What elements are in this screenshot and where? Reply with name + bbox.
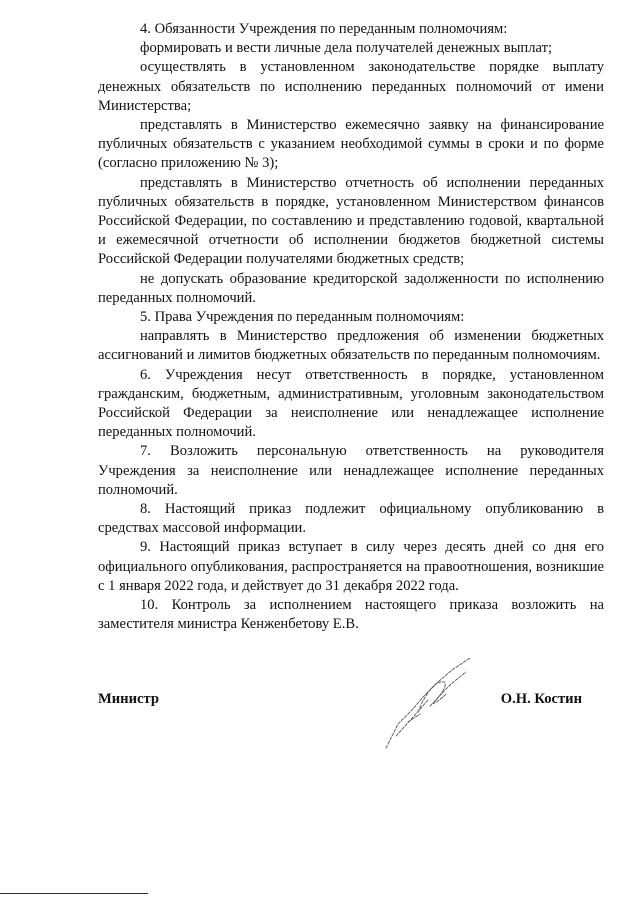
paragraph-item-7: 7. Возложить персональную ответственность на руководителя Учреждения за неисполнение или ненадлежащее исполнение переданных полномочий.	[98, 443, 604, 498]
paragraph-duty-1: формировать и вести личные дела получателей денежных выплат;	[140, 40, 553, 57]
paragraph-duty-5: не допускать образование кредиторской задолженности по исполнению переданных полномочий.	[98, 270, 604, 306]
paragraph-item-8: 8. Настоящий приказ подлежит официальному опубликованию в средствах массовой информации.	[98, 501, 604, 537]
footer-divider	[0, 893, 148, 894]
paragraph-duty-4: представлять в Министерство отчетность об исполнении переданных публичных обязательств в порядке, установленном Министерством финансов Российской Федерации, по составлению и представлению годовой, квартальной и ежемесячной отчетности об исполнении бюджетов бюджетной системы Российской Федерации получателями бюджетных средств;	[98, 174, 604, 268]
paragraph-right-1: направлять в Министерство предложения об изменении бюджетных ассигнований и лимитов бюджетных обязательств по переданным полномочиям.	[98, 328, 604, 364]
paragraph-item-10: 10. Контроль за исполнением настоящего приказа возложить на заместителя министра Кенженбетову Е.В.	[98, 597, 604, 633]
position-title: Министр	[98, 691, 159, 707]
paragraph-item-6: 6. Учреждения несут ответственность в порядке, установленном гражданским, бюджетным, административным, уголовным законодательством Российской Федерации за неисполнение или ненадлежащее исполнение переданных полномочий.	[98, 366, 604, 441]
paragraph-duty-2: осуществлять в установленном законодательстве порядке выплату денежных обязательств по исполнению переданных полномочий от имени Министерства;	[98, 59, 604, 114]
paragraph-duty-3: представлять в Министерство ежемесячно заявку на финансирование публичных обязательств с указанием необходимой суммы в сроки и по форме (согласно приложению № 3);	[98, 117, 604, 172]
document-body	[98, 20, 604, 635]
paragraph-rights-heading: 5. Права Учреждения по переданным полномочиям:	[140, 309, 465, 326]
signature-row	[98, 690, 604, 712]
paragraph-duties-heading: 4. Обязанности Учреждения по переданным полномочиям:	[140, 21, 508, 37]
paragraph-item-9: 9. Настоящий приказ вступает в силу через десять дней со дня его официального опубликования, распространяется на правоотношения, возникшие с 1 января 2022 года, и действует до 31 декабря 2022 года.	[98, 539, 604, 594]
signatory-name: О.Н. Костин	[500, 691, 582, 707]
